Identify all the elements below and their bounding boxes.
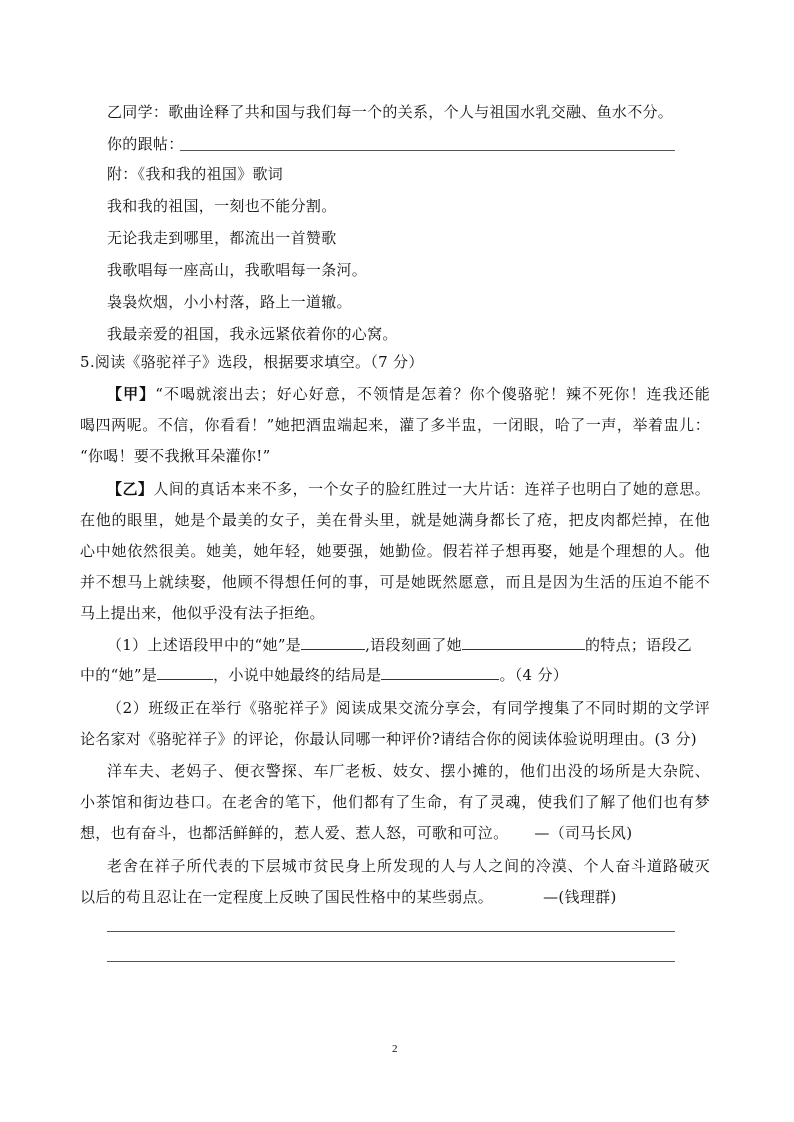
student-b-reply: 乙同学：歌曲诠释了共和国与我们每一个的关系，个人与祖国水乳交融、鱼水不分。 bbox=[107, 103, 674, 121]
sub-question-1-line-1: （1）上述语段甲中的“她”是 ,语段刻画了她 的特点；语段乙 bbox=[107, 636, 693, 654]
passage-b-line: 【乙】人间的真话本来不多，一个女子的脸红胜过一大片话：连祥子也明白了她的意思。 bbox=[107, 480, 710, 498]
question-5-title: 5.阅读《骆驼祥子》选段，根据要求填空。（7 分） bbox=[80, 353, 424, 371]
passage-b-line: 并不想马上就续娶，他顾不得想任何的事，可是她既然愿意，而且是因为生活的压迫不能不 bbox=[80, 573, 710, 591]
answer-blank-she-a[interactable] bbox=[301, 649, 365, 650]
passage-b-line: 马上提出来，他似乎没有法子拒绝。 bbox=[80, 604, 325, 622]
review-1-line: 小茶馆和街边巷口。在老舍的笔下，他们都有了生命，有了灵魂，使我们了解了他们也有梦 bbox=[80, 793, 710, 811]
lyrics-line: 袅袅炊烟，小小村落，路上一道辙。 bbox=[107, 293, 352, 311]
passage-b-tag: 【乙】 bbox=[107, 480, 154, 498]
your-reply-label: 你的跟帖： bbox=[107, 135, 184, 153]
sub-question-2-line: （2）班级正在举行《骆驼祥子》阅读成果交流分享会，有同学搜集了不同时期的文学评 bbox=[107, 699, 710, 717]
passage-a-tag: 【甲】 bbox=[107, 385, 156, 403]
page-number: 2 bbox=[392, 1043, 398, 1055]
review-1-line: 洋车夫、老妈子、便衣警探、车厂老板、妓女、摆小摊的，他们出没的场所是大杂院、 bbox=[107, 762, 710, 780]
your-reply-answer-line[interactable] bbox=[180, 150, 675, 151]
lyrics-line: 无论我走到哪里，都流出一首赞歌 bbox=[107, 229, 337, 247]
passage-a-line: 喝四两呢。不信，你看看！”她把酒盅端起来，灌了多半盅，一闭眼，哈了一声，举着盅儿： bbox=[80, 416, 710, 434]
answer-blank-she-b[interactable] bbox=[157, 679, 213, 680]
lyrics-heading: 附：《我和我的祖国》歌词 bbox=[107, 165, 284, 183]
review-1-source: —（司马长风) bbox=[534, 824, 633, 842]
answer-line[interactable] bbox=[107, 961, 675, 962]
answer-blank-ending[interactable] bbox=[381, 679, 499, 680]
sub-question-1-line-2: 中的“她”是 ，小说中她最终的结局是 。（4 分） bbox=[80, 666, 569, 684]
passage-b-line: 心中她依然很美。她美，她年轻，她要强，她勤俭。假若祥子想再娶，她是个理想的人。他 bbox=[80, 542, 710, 560]
review-2-source: —(钱理群) bbox=[543, 888, 617, 906]
passage-a-line: “你喝！要不我揪耳朵灌你!” bbox=[80, 447, 271, 465]
lyrics-line: 我歌唱每一座高山，我歌唱每一条河。 bbox=[107, 261, 368, 279]
lyrics-line: 我和我的祖国，一刻也不能分割。 bbox=[107, 197, 337, 215]
passage-a-line: 【甲】“不喝就滚出去；好心好意，不领情是怎着？你个傻骆驼！辣不死你！连我还能 bbox=[107, 385, 710, 403]
review-1-line: 想，也有奋斗，也都活鲜鲜的，惹人爱、惹人怒，可歌和可泣。 —（司马长风) bbox=[80, 824, 633, 842]
answer-blank-traits[interactable] bbox=[462, 649, 585, 650]
sub-question-2-line: 论名家对《骆驼祥子》的评论，你最认同哪一种评价?请结合你的阅读体验说明理由。(3 分) bbox=[80, 730, 697, 748]
lyrics-line: 我最亲爱的祖国，我永远紧依着你的心窝。 bbox=[107, 325, 398, 343]
review-2-line: 老舍在祥子所代表的下层城市贫民身上所发现的人与人之间的冷漠、个人奋斗道路破灭 bbox=[107, 857, 710, 875]
answer-line[interactable] bbox=[107, 931, 675, 932]
passage-b-line: 在他的眼里，她是个最美的女子，美在骨头里，就是她满身都长了疮，把皮肉都烂掉，在他 bbox=[80, 511, 710, 529]
review-2-line: 以后的苟且忍让在一定程度上反映了国民性格中的某些弱点。 —(钱理群) bbox=[80, 888, 617, 906]
